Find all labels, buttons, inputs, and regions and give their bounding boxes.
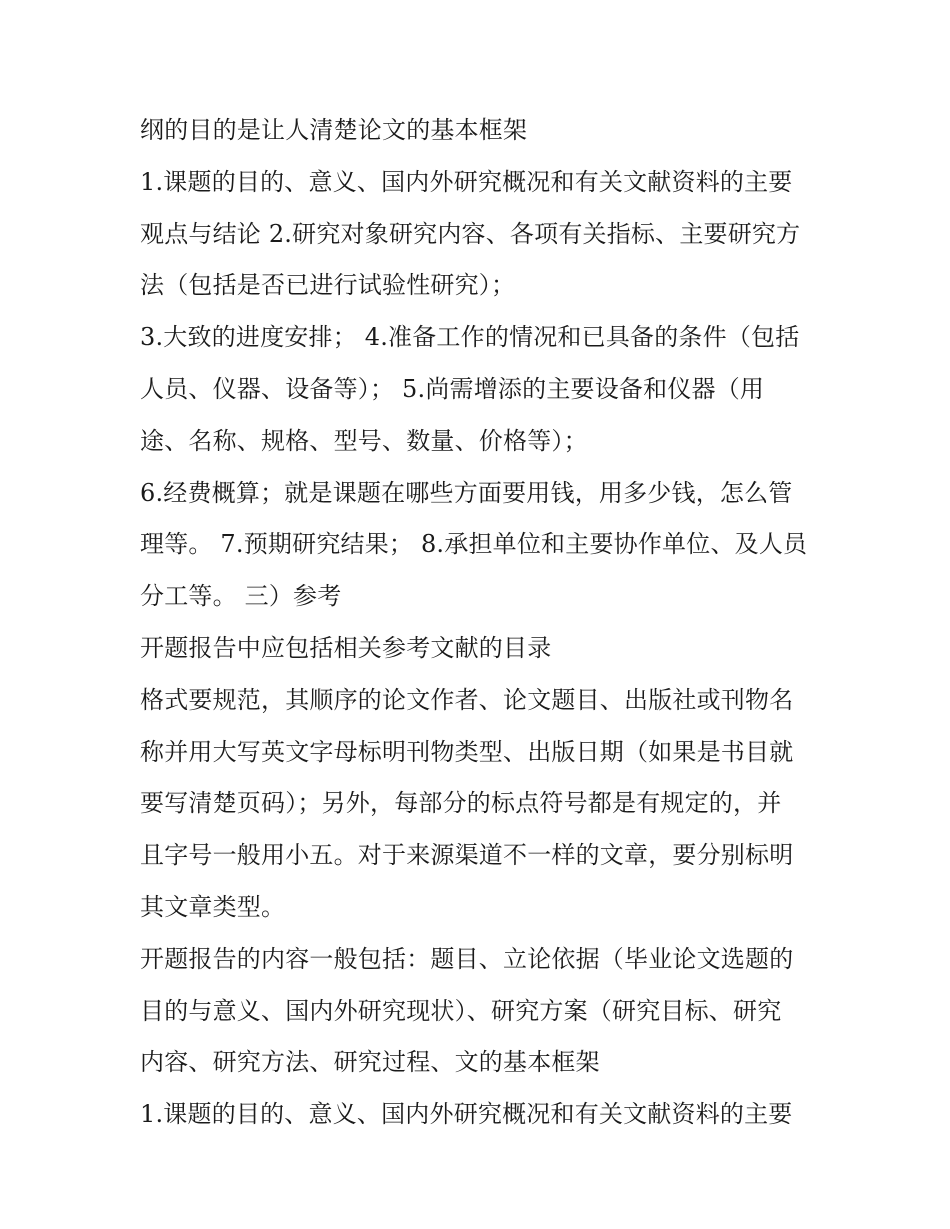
text-line: 法（包括是否已进行试验性研究）； <box>140 271 516 300</box>
text-line: 分工等。 三）参考 <box>140 582 342 611</box>
document-body <box>140 108 820 1144</box>
text-line: 途、名称、规格、型号、数量、价格等）； <box>140 426 588 455</box>
text-line: 1.课题的目的、意义、国内外研究概况和有关文献资料的主要 <box>140 1100 793 1129</box>
text-line: 开题报告中应包括相关参考文献的目录 <box>140 633 552 662</box>
text-line: 人员、仪器、设备等）； 5.尚需增添的主要设备和仪器（用 <box>140 374 765 403</box>
text-line: 且字号一般用小五。对于来源渠道不一样的文章，要分别标明 <box>140 841 794 870</box>
text-line: 内容、研究方法、研究过程、文的基本框架 <box>140 1048 600 1077</box>
text-line: 开题报告的内容一般包括：题目、立论依据（毕业论文选题的 <box>140 944 794 973</box>
text-line: 纲的目的是让人清楚论文的基本框架 <box>140 116 528 144</box>
text-line: 格式要规范，其顺序的论文作者、论文题目、出版社或刊物名 <box>140 685 794 714</box>
text-line: 目的与意义、国内外研究现状）、研究方案（研究目标、研究 <box>140 996 782 1025</box>
text-line: 理等。 7.预期研究结果； 8.承担单位和主要协作单位、及人员 <box>140 530 808 559</box>
text-line: 要写清楚页码）；另外，每部分的标点符号都是有规定的，并 <box>140 789 782 818</box>
text-line: 观点与结论 2.研究对象研究内容、各项有关指标、主要研究方 <box>140 219 801 248</box>
text-line: 其文章类型。 <box>140 892 286 921</box>
text-line: 称并用大写英文字母标明刊物类型、出版日期（如果是书目就 <box>140 737 794 766</box>
text-line: 1.课题的目的、意义、国内外研究概况和有关文献资料的主要 <box>140 167 793 196</box>
text-line: 6.经费概算；就是课题在哪些方面要用钱，用多少钱，怎么管 <box>140 478 793 507</box>
text-line: 3.大致的进度安排； 4.准备工作的情况和已具备的条件（包括 <box>140 323 800 352</box>
